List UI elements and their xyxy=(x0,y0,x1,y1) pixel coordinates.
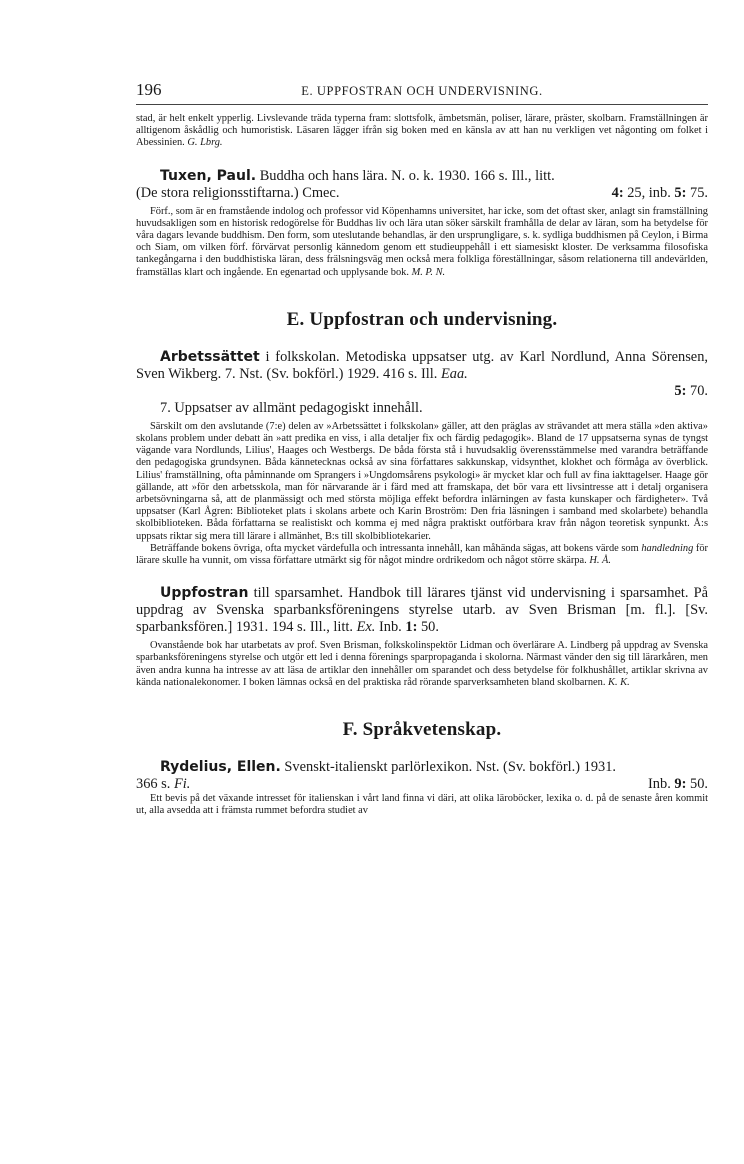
entry-tuxen-initials: M. P. N. xyxy=(411,266,446,278)
top-review-initials: G. Lbrg. xyxy=(187,137,223,149)
entry-arbetssattet-initials: H. Å. xyxy=(589,555,611,567)
entry-tuxen-series-line xyxy=(136,185,708,202)
entry-tuxen-signum: Cmec. xyxy=(302,184,340,201)
entry-arbetssattet-review-2-after: för lärare skulle ha vunnit, om vissa författare utmärkt sig för något mindre ordrikedom och något större skärpa. xyxy=(136,542,708,567)
entry-uppfostran xyxy=(136,585,708,689)
entry-uppfostran-price-class: 1: xyxy=(405,619,418,636)
entry-rydelius-title xyxy=(136,759,708,776)
entry-arbetssattet-signum: Eaa. xyxy=(440,365,468,382)
entry-tuxen-price xyxy=(612,185,708,202)
entry-arbetssattet-title xyxy=(136,349,708,383)
entry-arbetssattet-price xyxy=(136,383,708,400)
entry-uppfostran-review xyxy=(136,640,708,689)
entry-rydelius-title-text: Svenskt-italienskt parlörlexikon. Nst. (Sv. bokförl.) 1931. xyxy=(280,759,617,776)
entry-rydelius-price xyxy=(648,776,708,793)
entry-arbetssattet xyxy=(136,349,708,567)
running-head xyxy=(136,78,708,105)
entry-arbetssattet-review-2 xyxy=(136,543,708,567)
entry-tuxen-author: Tuxen, Paul. xyxy=(160,167,257,184)
entry-uppfostran-review-text: Ovanstående bok har utarbetats av prof. Sven Brisman, folkskolinspektör Lidman och överlärare A. Lindberg på uppdrag av Svenska sparbanksföreningens styrelse och utgör ett led i denna förenings sparpropaganda i skolorna. Närmast vänder den sig till lärarkåren, men även andra kunna ha intresse av att läsa de artiklar den innehåller om sparandet och dess betydelse för folkhushållet, artiklar skrivna av kända nationalekonomer. I boken lämnas också en del praktiska råd rörande sparverksamheten bland skolbarnen. xyxy=(136,640,708,688)
entry-tuxen-series: (De stora religionsstiftarna.) xyxy=(136,184,303,201)
entry-uppfostran-title-text: till sparsamhet. Handbok till lärares tjänst vid undervisning i sparsamhet. På uppdrag av Svenska sparbanksföreningens styrelse utarb. av Sven Brisman [m. fl.]. [Sv. sparbanksfören.] 1931. 194 s. Ill., litt. xyxy=(136,585,708,636)
entry-uppfostran-price-label: Inb. xyxy=(375,619,406,636)
entry-tuxen-review-text: Förf., som är en framstående indolog och professor vid Köpenhamns universitet, har icke, som det oftast sker, anlagt sin framställning huvudsakligen som en historisk redogörelse för Buddhas liv och lära utan söker särskilt framhålla de delar av läran, som ha betydelse för våra dagars levande buddhism. Den form, som uteslutande behandlas, är den ursprungligare, s. k. sydliga buddhismen på Ceylon, i Birma och Siam, om vilken förf. förvärvat personlig kännedom genom ett studieuppehåll i ett siamesiskt kloster. De verksamma filosofiska tankegångarna i den buddhistiska läran, dess frälsningsväg men också mera folkliga föreställningar, såsom relationerna till andevärlden, framställas klart och ingående. En egenartad och upplysande bok. xyxy=(136,205,708,278)
entry-rydelius-price-class: 9: xyxy=(674,776,687,793)
entry-arbetssattet-review-2-before: Beträffande bokens övriga, ofta mycket värdefulla och intressanta innehåll, kan måhända sägas, att bokens värde som xyxy=(150,542,642,554)
entry-uppfostran-initials: K. K. xyxy=(608,676,630,688)
entry-arbetssattet-subheading: 7. Uppsatser av allmänt pedagogiskt innehåll. xyxy=(160,399,423,416)
entry-arbetssattet-price-value: 70. xyxy=(686,382,708,399)
document-page xyxy=(136,78,708,817)
entry-arbetssattet-review-2-em: handledning xyxy=(641,542,694,554)
entry-tuxen-review xyxy=(136,206,708,279)
entry-tuxen-title-text: Buddha och hans lära. N. o. k. 1930. 166 s. Ill., litt. xyxy=(256,167,555,184)
running-title: E. UPPFOSTRAN OCH UNDERVISNING. xyxy=(301,84,543,98)
entry-arbetssattet-price-class: 5: xyxy=(674,382,687,399)
entry-tuxen-price-value: 25, inb. xyxy=(623,184,675,201)
section-heading-f: F. Språkvetenskap. xyxy=(342,719,502,741)
entry-uppfostran-price-value: 50. xyxy=(417,619,439,636)
page-number: 196 xyxy=(136,80,162,99)
entry-tuxen-price-class: 4: xyxy=(611,184,624,201)
entry-rydelius-signum: Fi. xyxy=(173,776,191,793)
entry-tuxen-title xyxy=(136,168,708,185)
entry-tuxen-price-bound-value: 75. xyxy=(686,184,708,201)
top-review-body: stad, är helt enkelt ypperlig. Livslevande träda typerna fram: slottsfolk, ämbetsmän, poliser, lärare, präster, skolbarn. Framställningen är alltigenom åskådlig och humoristisk. Läsaren lägger ifrån sig boken med en känsla av att han nu verkligen vet någonting om folket i Abessinien. xyxy=(136,113,708,149)
entry-uppfostran-signum: Ex. xyxy=(356,619,376,636)
entry-tuxen xyxy=(136,168,708,279)
entry-arbetssattet-review-1: Särskilt om den avslutande (7:e) delen av »Arbetssättet i folkskolan» gäller, att den präglas av strävandet att mera ställa »den aktiva» skolans problem under debatt än »att predika en viss, i alla detaljer fix och färdig pedagogik». Bland de 17 uppsatserna synas de tyngst vägande vara Nordlunds, Lilius', Haages och Westbergs. De båda första stå i huvudsaklig överensstämmelse med varandra beträffande den pedagogiska grundsynen. Båda kännetecknas också av sina författares sakkunskap, vidsynthet, klokhet och förmåga av överblick. Lilius' framställning, ofta påminnande om Sprangers i »Ungdomsårens psykologi» är mycket klar och full av fina iakttagelser. Haage gör gällande, att »för den arbetsskola, man för närvarande är i färd med att framskapa, det bör vara ett livsintresse att i detalj organisera arbetsövningarna så, att de planmässigt och med största möjliga effekt befordra inlärningen av fasta kunskaper och färdigheter». Två uppsatser (Karl Ågren: Biblioteket plats i skolans arbete och Karin Broström: Den fria läsningen i samband med skolarbete) behandla skolbiblioteken. Båda författarna se realistiskt och komma ej med några praktiskt outförbara krav från någon teoretisk synpunkt. Å:s uppsats riktar sig mera till lärare i allmänhet, B:s till skolbibliotekarier. xyxy=(136,420,708,542)
entry-arbetssattet-author: Arbetssättet xyxy=(160,348,260,365)
entry-rydelius-review: Ett bevis på det växande intresset för italienskan i vårt land finna vi däri, att olika läroböcker, lexika o. d. på de senaste åren kommit ut, alla avsedda att i främsta rummet befordra studiet av xyxy=(136,793,708,817)
entry-rydelius-price-value: 50. xyxy=(686,776,708,793)
entry-arbetssattet-title-text: i folkskolan. Metodiska uppsatser utg. av Karl Nordlund, Anna Sörensen, Sven Wikberg. 7. Nst. (Sv. bokförl.) 1929. 416 s. Ill. xyxy=(136,348,708,382)
section-heading-e: E. Uppfostran och undervisning. xyxy=(286,308,558,330)
entry-rydelius-price-label: Inb. xyxy=(648,776,675,793)
top-review-text xyxy=(136,113,708,150)
entry-rydelius-author: Rydelius, Ellen. xyxy=(160,759,281,776)
entry-tuxen-price-bound-class: 5: xyxy=(674,184,687,201)
entry-uppfostran-title xyxy=(136,585,708,636)
entry-rydelius-pages: 366 s. xyxy=(136,776,174,793)
entry-uppfostran-author: Uppfostran xyxy=(160,585,249,602)
entry-rydelius xyxy=(136,759,708,817)
entry-rydelius-pages-line xyxy=(136,776,708,793)
